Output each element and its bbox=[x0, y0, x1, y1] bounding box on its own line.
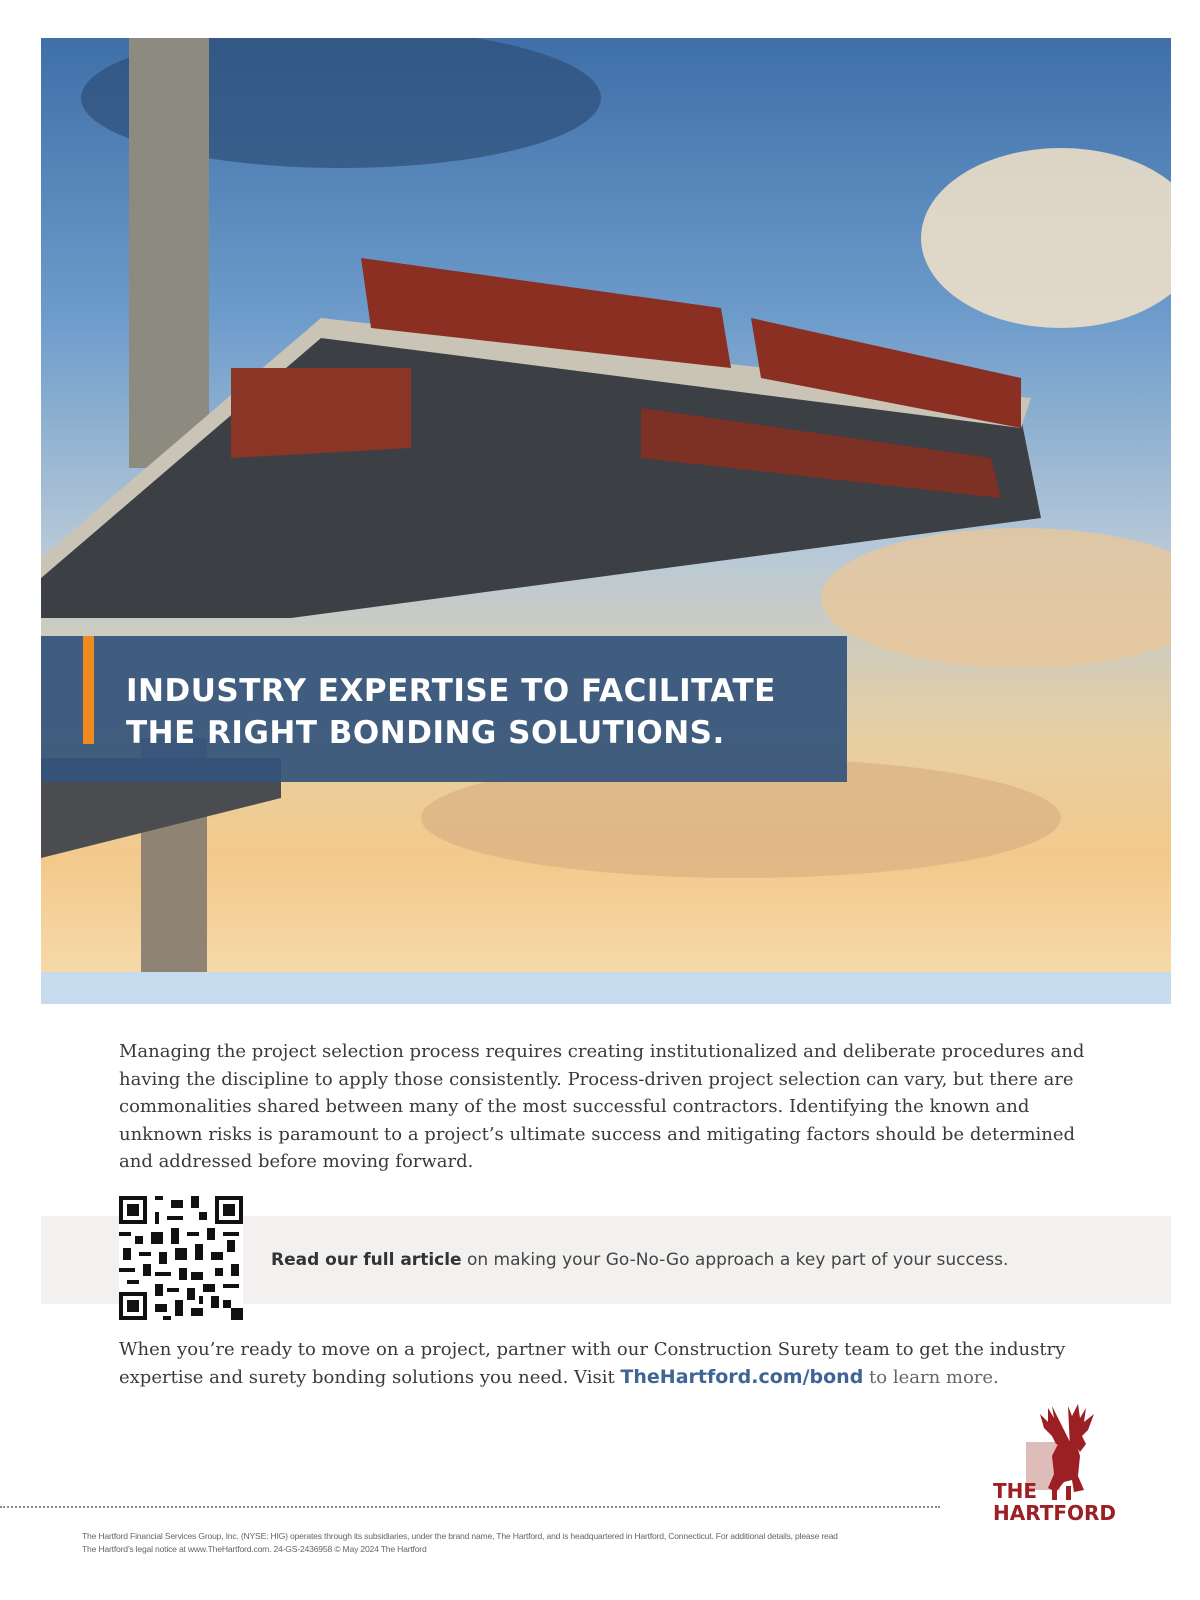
legal-notice bbox=[82, 1530, 962, 1556]
closing-text: When you’re ready to move on a project, partner with our Construction Surety team to get the industry expertise and surety bonding solutions you need. Visit bbox=[119, 1339, 1066, 1388]
body-paragraph: Managing the project selection process requires creating institutionalized and deliberate procedures and having the discipline to apply those consistently. Process-driven project selection can vary, but there are commonalities shared between many of the most successful contractors. Identifying the known and unknown risks is paramount to a project’s ultimate success and mitigating factors should be determined and addressed before moving forward. bbox=[119, 1041, 1085, 1172]
dotted-divider bbox=[0, 1506, 940, 1508]
logo-line-1: THE bbox=[993, 1479, 1038, 1503]
legal-line-1: The Hartford Financial Services Group, Inc. (NYSE: HIG) operates through its subsidiaries, under the brand name, The Hartford, and is headquartered in Hartford, Connecticut. For additional details, please read bbox=[82, 1531, 838, 1541]
light-blue-band bbox=[41, 972, 1171, 1004]
accent-bar bbox=[83, 636, 94, 744]
cta-bold[interactable]: Read our full article bbox=[271, 1250, 462, 1270]
legal-line-2: The Hartford’s legal notice at www.TheHartford.com. 24-GS-2436958 © May 2024 The Hartford bbox=[82, 1544, 427, 1554]
hartford-wordmark bbox=[993, 1480, 1116, 1524]
website-link[interactable]: TheHartford.com/bond bbox=[620, 1365, 864, 1388]
headline-line-1: INDUSTRY EXPERTISE TO FACILITATE bbox=[126, 673, 776, 709]
headline bbox=[126, 670, 826, 754]
hero-image bbox=[41, 38, 1171, 972]
closing-paragraph bbox=[119, 1336, 1119, 1391]
cta-rest: on making your Go-No-Go approach a key part of your success. bbox=[461, 1250, 1009, 1270]
bridge-illustration bbox=[41, 38, 1171, 972]
logo-line-2: HARTFORD bbox=[993, 1501, 1117, 1525]
qr-code-icon[interactable] bbox=[119, 1196, 243, 1320]
cta-text[interactable] bbox=[271, 1250, 1151, 1270]
closing-tail: to learn more. bbox=[863, 1366, 999, 1388]
headline-banner bbox=[41, 636, 847, 782]
headline-line-2: THE RIGHT BONDING SOLUTIONS. bbox=[126, 715, 725, 751]
